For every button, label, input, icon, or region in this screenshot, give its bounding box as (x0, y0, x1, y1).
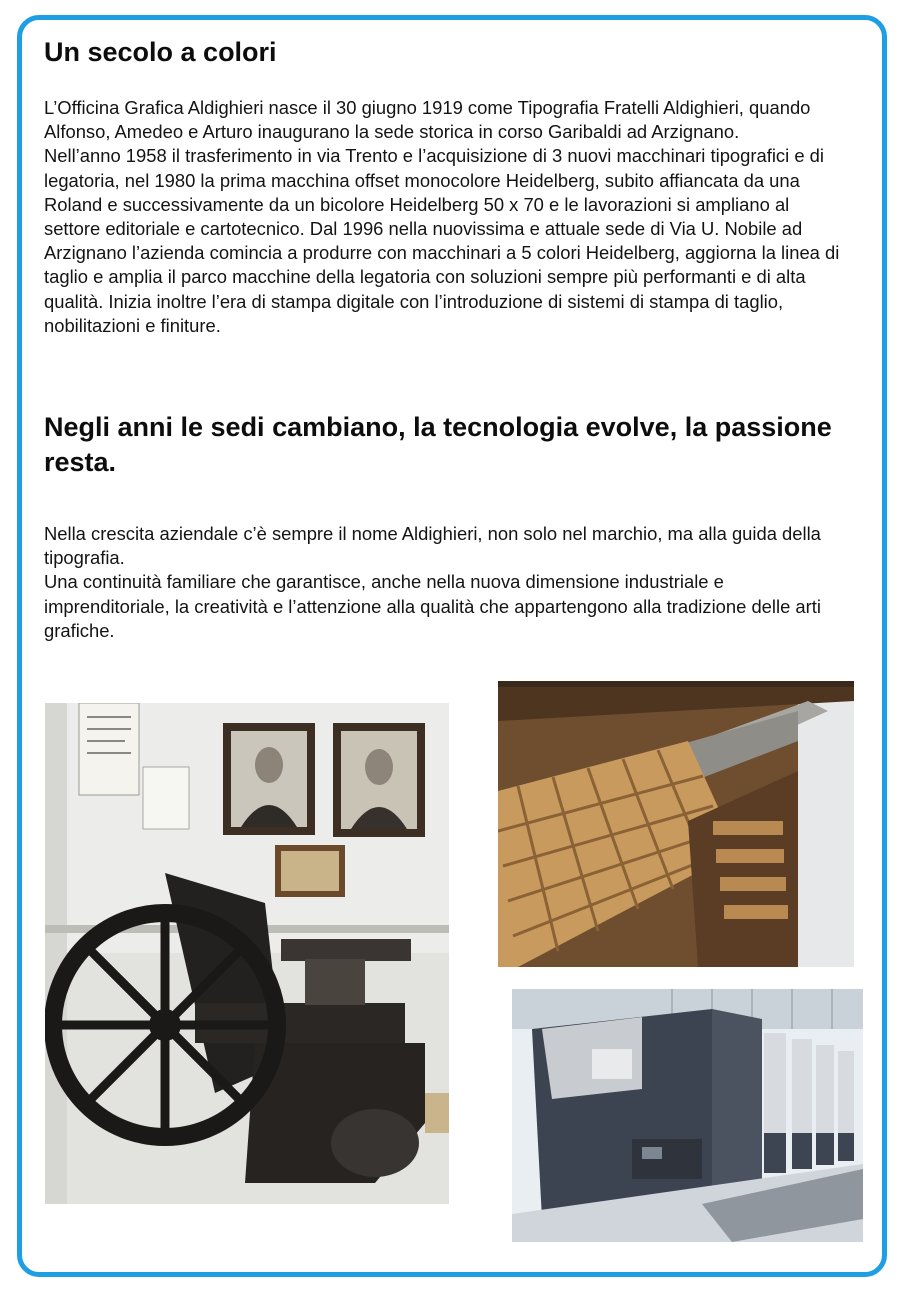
intro-text (44, 96, 844, 338)
page-title: Un secolo a colori (44, 37, 277, 67)
photo-type-cases (498, 681, 854, 967)
closing-paragraph-1: Nella crescita aziendale c’è sempre il nome Aldighieri, non solo nel marchio, ma alla guida della tipografia. (44, 523, 821, 569)
photo-antique-press (45, 703, 449, 1204)
intro-paragraph-2: Nell’anno 1958 il trasferimento in via Trento e l’acquisizione di 3 nuovi macchinari tipografici e di legatoria, nel 1980 la prima macchina offset monocolore Heidelberg, subito affiancata da una Roland e successivamente da un bicolore Heidelberg 50 x 70 e le lavorazioni si ampliano al settore editoriale e cartotecnico. Dal 1996 nella nuovissima e attuale sede di Via U. Nobile ad Arzignano l’azienda comincia a produrre con macchinari a 5 colori Heidelberg, aggiorna la linea di taglio e amplia il parco macchine della legatoria con soluzioni sempre più performanti e di alta qualità. Inizia inoltre l’era di stampa digitale con l’introduzione di sistemi di stampa di taglio, nobilitazioni e finiture. (44, 145, 840, 336)
intro-paragraph-1: L’Officina Grafica Aldighieri nasce il 30 giugno 1919 come Tipografia Fratelli Aldighieri, quando Alfonso, Amedeo e Arturo inaugurano la sede storica in corso Garibaldi ad Arzignano. (44, 97, 811, 143)
closing-text (44, 522, 844, 643)
closing-paragraph-2: Una continuità familiare che garantisce, anche nella nuova dimensione industriale e imprenditoriale, la creatività e l’attenzione alla qualità che appartengono alla tradizione delle arti grafiche. (44, 571, 821, 641)
section-subtitle: Negli anni le sedi cambiano, la tecnologia evolve, la passione resta. (44, 412, 832, 477)
photo-offset-press (512, 989, 863, 1242)
